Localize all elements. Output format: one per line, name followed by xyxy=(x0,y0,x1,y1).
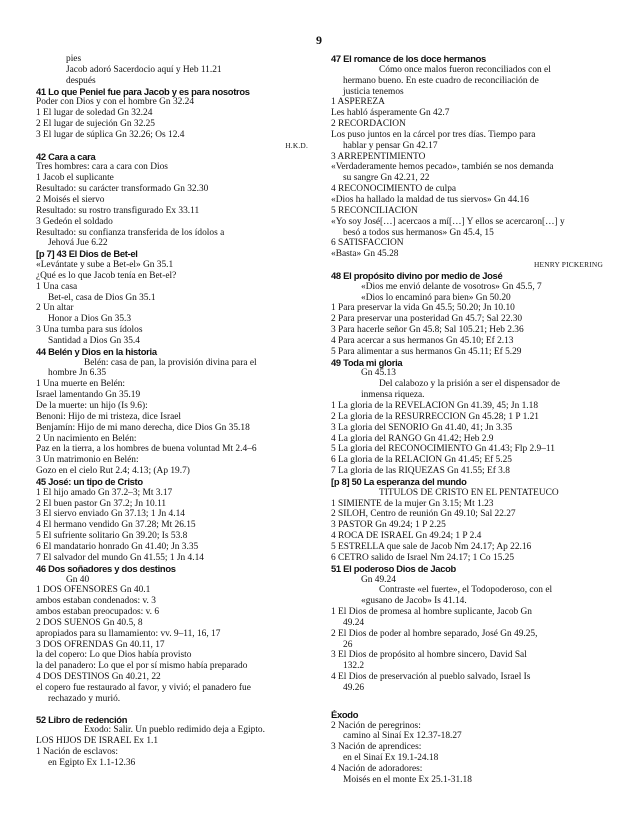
text-line: su sangre Gn 42.21, 22 xyxy=(343,173,430,184)
text-line: 3 El Dios de propósito al hombre sincero, David Sal xyxy=(331,650,527,661)
section-heading: [p 7] 43 El Dios de Bet-el xyxy=(36,249,138,260)
author-signature: H.K.D. xyxy=(285,140,308,150)
text-line: apropiados para su llamamiento: vv. 9–11, 16, 17 xyxy=(36,628,221,639)
text-line: 1 Nación de esclavos: xyxy=(36,747,119,758)
text-line: 1 DOS OFENSORES Gn 40.1 xyxy=(36,585,151,596)
text-line: 3 Una tumba para sus ídolos xyxy=(36,325,143,336)
text-line: 4 Para acercar a sus hermanos Gn 45.10; Ef 2.13 xyxy=(331,335,514,346)
right-column xyxy=(331,54,603,786)
section-heading: [p 8] 50 La esperanza del mundo xyxy=(331,476,467,487)
text-line: 4 El hermano vendido Gn 37.28; Mt 26.15 xyxy=(36,520,196,531)
section-heading: 42 Cara a cara xyxy=(36,151,96,162)
text-line: en Egipto Éx 1.1-12.36 xyxy=(48,758,136,768)
text-line: 49.26 xyxy=(343,682,365,693)
text-line: «Verdaderamente hemos pecado», también se nos demanda xyxy=(331,162,554,173)
text-line: hermano bueno. En este cuadro de reconciliación de xyxy=(343,75,539,86)
text-line: 1 Una casa xyxy=(36,281,78,292)
text-line: Santidad a Dios Gn 35.4 xyxy=(48,335,140,346)
text-line: 3 PASTOR Gn 49.24; 1 P 2.25 xyxy=(331,520,446,531)
text-line: Contraste «el fuerte», el Todopoderoso, con el xyxy=(379,585,553,596)
text-line: Los puso juntos en la cárcel por tres días. Tiempo para xyxy=(331,129,536,140)
text-line: 49.24 xyxy=(343,617,365,628)
text-line: Éxodo: Salir. Un pueblo redimido deja a Egipto. xyxy=(84,725,265,736)
text-line: ambos estaban preocupados: v. 6 xyxy=(36,607,160,618)
section-heading: 45 José: un tipo de Cristo xyxy=(36,476,143,487)
text-line: Resultado: su rostro transfigurado Éx 33.11 xyxy=(36,205,200,216)
text-line: 2 El buen pastor Gn 37.2; Jn 10.11 xyxy=(36,498,167,509)
section-heading: 47 El romance de los doce hermanos xyxy=(331,54,486,64)
text-line: hombre Jn 6.35 xyxy=(48,368,107,379)
text-line: 26 xyxy=(343,639,353,650)
text-line: Paz en la tierra, a los hombres de buena voluntad Mt 2.4–6 xyxy=(36,444,257,455)
text-line: 3 El siervo enviado Gn 37.13; 1 Jn 4.14 xyxy=(36,509,185,520)
text-line: 5 ESTRELLA que sale de Jacob Nm 24.17; Ap 22.16 xyxy=(331,541,532,552)
text-line: pies xyxy=(66,54,82,64)
text-line: 4 ROCA DE ISRAEL Gn 49.24; 1 P 2.4 xyxy=(331,531,482,542)
text-line: 5 Para alimentar a sus hermanos Gn 45.11; Ef 5.29 xyxy=(331,346,522,357)
text-line: 5 RECONCILIACIÓN xyxy=(331,205,418,216)
text-line: la del panadero: Lo que el por sí mismo había preparado xyxy=(36,661,248,672)
section-heading: 41 Lo que Peniel fue para Jacob y es para nosotros xyxy=(36,86,250,97)
text-line: 2 RECORDACIÓN xyxy=(331,119,406,130)
text-line: 2 Moisés el siervo xyxy=(36,194,105,205)
page-number: 9 xyxy=(316,33,322,47)
text-line: Del calabozo y la prisión a ser el dispensador de xyxy=(379,379,560,390)
text-line: Benjamín: Hijo de mi mano derecha, dice Dios Gn 35.18 xyxy=(36,422,250,433)
text-line: después xyxy=(66,75,96,86)
text-line: Poder con Dios y con el hombre Gn 32.24 xyxy=(36,97,195,108)
text-line: 2 El lugar de sujeción Gn 32.25 xyxy=(36,119,155,130)
text-line: Bet-el, casa de Dios Gn 35.1 xyxy=(48,292,156,303)
text-line: en el Sinaí Éx 19.1-24.18 xyxy=(343,753,439,764)
text-line: 7 La gloria de las RIQUEZAS Gn 41.55; Ef 3.8 xyxy=(331,466,510,477)
text-line: la del copero: Lo que Dios había provisto xyxy=(36,650,192,661)
text-line: 3 Para hacerle señor Gn 45.8; Sal 105.21; Heb 2.36 xyxy=(331,325,524,336)
text-line: De la muerte: un hijo (Is 9.6): xyxy=(36,401,148,411)
text-line: Resultado: su carácter transformado Gn 32.30 xyxy=(36,184,209,195)
text-line: Cómo once malos fueron reconciliados con el xyxy=(379,64,551,75)
section-heading: 48 El propósito divino por medio de José xyxy=(331,270,503,281)
text-line: 1 La gloria de la REVELACIÓN Gn 41.39, 45; Jn 1.18 xyxy=(331,401,539,411)
text-line: Jacob adoró Sacerdocio aquí y Heb 11.21 xyxy=(66,64,222,75)
text-line: Les habló ásperamente Gn 42.7 xyxy=(331,108,450,119)
text-line: Belén: casa de pan, la provisión divina para el xyxy=(84,357,257,368)
section-heading: 44 Belén y Dios en la historia xyxy=(36,346,157,357)
text-line: justicia tenemos xyxy=(343,86,404,97)
section-heading: Éxodo xyxy=(331,709,359,720)
section-heading: 46 Dos soñadores y dos destinos xyxy=(36,563,176,574)
text-line: besó a todos sus hermanos» Gn 45.4, 15 xyxy=(343,227,494,238)
text-line: 4 Nación de adoradores: xyxy=(331,764,423,774)
text-line: el copero fue restaurado al favor, y vivió; el panadero fue xyxy=(36,682,251,693)
text-line: 3 El lugar de súplica Gn 32.26; Os 12.4 xyxy=(36,129,185,140)
text-line: ambos estaban condenados: v. 3 xyxy=(36,596,156,607)
text-line: TÍTULOS DE CRISTO EN EL PENTATEUCO xyxy=(379,487,559,498)
text-line: 1 El hijo amado Gn 37.2–3; Mt 3.17 xyxy=(36,487,173,498)
text-line: 2 SILOH, Centro de reunión Gn 49.10; Sal 22.27 xyxy=(331,509,516,520)
text-line: 3 Nación de aprendices: xyxy=(331,742,422,753)
text-line: 3 Un matrimonio en Belén: xyxy=(36,455,139,466)
text-line: 3 DOS OFRENDAS Gn 40.11, 17 xyxy=(36,639,165,650)
text-line: Gn 40 xyxy=(66,574,90,585)
text-line: 1 Una muerte en Belén: xyxy=(36,379,126,390)
left-column xyxy=(36,54,308,769)
author-signature: HENRY PICKERING xyxy=(533,260,603,270)
text-line: 1 Jacob el suplicante xyxy=(36,173,114,184)
text-line: 3 La gloria del SEÑORÍO Gn 41.40, 41; Jn 3.35 xyxy=(331,422,513,433)
text-line: 2 Un nacimiento en Belén: xyxy=(36,433,137,444)
text-line: rechazado y murió. xyxy=(48,693,121,704)
text-line: Resultado: su confianza transferida de los ídolos a xyxy=(36,227,225,238)
text-line: «Yo soy José[…] acercaos a mí[…] Y ellos se acercaron[…] y xyxy=(331,216,565,227)
text-line: Gn 49.24 xyxy=(361,574,396,585)
text-line: «gusano de Jacob» Is 41.14. xyxy=(361,596,467,607)
text-line: 6 La gloria de la RELACIÓN Gn 41.45; Ef 5.25 xyxy=(331,455,512,466)
text-line: Israel lamentando Gn 35.19 xyxy=(36,390,141,401)
text-line: Gozo en el cielo Rut 2.4; 4.13; (Ap 19.7) xyxy=(36,466,190,477)
text-line xyxy=(331,694,603,710)
section-heading: 49 Toda mi gloria xyxy=(331,357,403,368)
text-line: 5 El sufriente solitario Gn 39.20; Is 53.8 xyxy=(36,531,188,542)
text-line xyxy=(36,705,308,715)
text-line: 2 Nación de peregrinos: xyxy=(331,720,421,731)
text-line: 2 Para preservar una posteridad Gn 45.7; Sal 22.30 xyxy=(331,314,523,325)
text-line: Tres hombres: cara a cara con Dios xyxy=(36,162,168,173)
text-line: 7 El salvador del mundo Gn 41.55; 1 Jn 4.14 xyxy=(36,552,204,563)
section-heading: 52 Libro de redención xyxy=(36,714,128,725)
text-line: Benoni: Hijo de mi tristeza, dice Israel xyxy=(36,411,182,422)
text-line: Moisés en el monte Éx 25.1-31.18 xyxy=(343,774,472,785)
text-line: 2 El Dios de poder al hombre separado, José Gn 49.25, xyxy=(331,628,538,639)
text-line: inmensa riqueza. xyxy=(361,390,425,401)
text-line: 6 El mandatario honrado Gn 41.40; Jn 3.35 xyxy=(36,541,199,552)
text-line: 5 La gloria del RECONOCIMIENTO Gn 41.43; Flp 2.9–11 xyxy=(331,444,555,455)
text-line: «Levántate y sube a Bet-el» Gn 35.1 xyxy=(36,260,174,271)
text-line: 2 La gloria de la RESURRECCIÓN Gn 45.28; 1 P 1.21 xyxy=(331,411,539,422)
text-line: hablar y pensar Gn 42.17 xyxy=(343,140,438,151)
text-line: 132.2 xyxy=(343,661,365,672)
text-line: 4 El Dios de preservación al pueblo salvado, Israel Is xyxy=(331,672,531,683)
text-line: «Dios ha hallado la maldad de tus siervos» Gn 44.16 xyxy=(331,194,529,205)
text-line: «Basta» Gn 45.28 xyxy=(331,249,399,260)
text-line: Jehová Jue 6.22 xyxy=(48,238,108,249)
text-line: Honor a Dios Gn 35.3 xyxy=(48,314,132,325)
text-line: 4 DOS DESTINOS Gn 40.21, 22 xyxy=(36,672,161,683)
text-line: LOS HIJOS DE ISRAEL Éx 1.1 xyxy=(36,736,159,747)
text-line: «Dios me envió delante de vosotros» Gn 45.5, 7 xyxy=(361,281,542,292)
text-line: 1 SIMIENTE de la mujer Gn 3.15; Mt 1.23 xyxy=(331,498,494,509)
text-line: 6 SATISFACCIÓN xyxy=(331,238,404,249)
text-line: 6 CETRO salido de Israel Nm 24.17; 1 Co 15.25 xyxy=(331,552,515,563)
text-line: 3 Gedeón el soldado xyxy=(36,216,113,227)
text-line: 4 RECONOCIMIENTO de culpa xyxy=(331,184,457,195)
text-line: 3 ARREPENTIMIENTO xyxy=(331,151,426,162)
text-line: 1 Para preservar la vida Gn 45.5; 50.20; Jn 10.10 xyxy=(331,303,515,314)
text-line: 1 El lugar de soledad Gn 32.24 xyxy=(36,108,153,119)
text-line: Gn 45.13 xyxy=(361,368,396,379)
text-line: ¿Qué es lo que Jacob tenía en Bet-el? xyxy=(36,270,177,281)
section-heading: 51 El poderoso Dios de Jacob xyxy=(331,563,456,574)
text-line: 1 ASPEREZA xyxy=(331,97,385,108)
text-line: 2 DOS SUEÑOS Gn 40.5, 8 xyxy=(36,617,143,628)
text-line: 2 Un altar xyxy=(36,303,74,314)
text-line: «Dios lo encaminó para bien» Gn 50.20 xyxy=(361,292,511,303)
text-line: camino al Sinaí Éx 12.37-18.27 xyxy=(343,731,462,742)
text-line: 4 La gloria del RANGO Gn 41.42; Heb 2.9 xyxy=(331,433,494,444)
text-line: 1 El Dios de promesa al hombre suplicante, Jacob Gn xyxy=(331,607,532,618)
